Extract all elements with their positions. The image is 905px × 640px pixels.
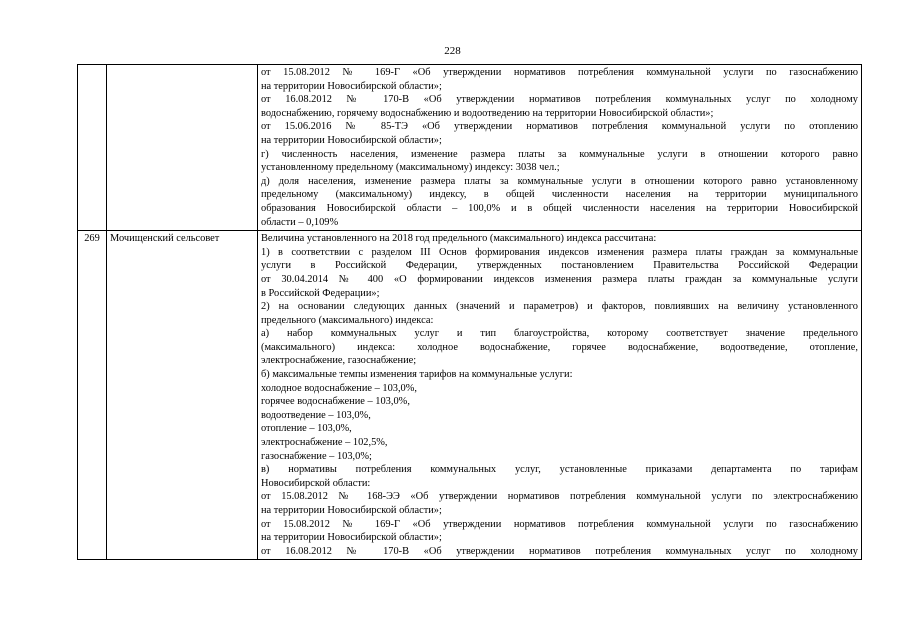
- text-line: на территории Новосибирской области»;: [261, 532, 442, 544]
- table-row: [78, 65, 862, 231]
- text-line: от 15.08.2012 № 169-Г «Об утверждении нормативов потребления коммунальной услуги по газоснабжению: [261, 67, 858, 78]
- text-line: в) нормативы потребления коммунальных услуг, установленные приказами департамента по тарифам: [261, 464, 858, 476]
- text-line: Новосибирской области:: [261, 477, 371, 489]
- row-number: 269: [78, 231, 107, 560]
- text-line: от 16.08.2012 № 170-В «Об утверждении нормативов потребления коммунальных услуг по холодному: [261, 545, 858, 557]
- row-number: [78, 65, 107, 231]
- text-line: 2) на основании следующих данных (значений и параметров) и факторов, повлиявших на величину установленного: [261, 301, 858, 313]
- text-line: области – 0,109%: [261, 216, 339, 228]
- text-line: (максимального) индекса: холодное водоснабжение, горячее водоснабжение, водоотведение, отопление,: [261, 341, 858, 353]
- text-line: в Российской Федерации»;: [261, 287, 380, 299]
- text-line: от 15.06.2016 № 85-ТЭ «Об утверждении нормативов потребления коммунальной услуги по отоплению: [261, 121, 858, 133]
- text-line: горячее водоснабжение – 103,0%,: [261, 396, 410, 408]
- text-line: отопление – 103,0%,: [261, 423, 352, 435]
- text-line: газоснабжение – 103,0%;: [261, 450, 372, 462]
- text-line: от 30.04.2014 № 400 «О формировании индексов изменения размера платы граждан за коммунальные услуги: [261, 273, 858, 285]
- description-cell: [258, 65, 862, 231]
- text-line: на территории Новосибирской области»;: [261, 134, 442, 146]
- document-table: [77, 64, 862, 560]
- page-number: 228: [444, 45, 461, 57]
- text-line: установленному предельному (максимальному) индексу: 3038 чел.;: [261, 162, 560, 174]
- municipality-name: Мочищенский сельсовет: [107, 231, 258, 560]
- description-cell: [258, 231, 862, 560]
- text-line: на территории Новосибирской области»;: [261, 505, 442, 516]
- text-line: электроснабжение – 102,5%,: [261, 437, 388, 449]
- text-line: от 15.08.2012 № 169-Г «Об утверждении нормативов потребления коммунальной услуги по газоснабжению: [261, 518, 858, 530]
- text-line: услуги в Российской Федерации, утвержденных постановлением Правительства Российской Федерации: [261, 260, 858, 272]
- text-line: водоотведение – 103,0%,: [261, 409, 371, 421]
- text-line: г) численность населения, изменение размера платы за коммунальные услуги в отношении которого равно: [261, 148, 858, 160]
- text-line: на территории Новосибирской области»;: [261, 80, 442, 92]
- text-line: б) максимальные темпы изменения тарифов на коммунальные услуги:: [261, 369, 573, 381]
- text-line: водоснабжению, горячему водоснабжению и водоотведению на территории Новосибирской области»;: [261, 107, 714, 119]
- text-line: образования Новосибирской области – 100,0% и в общей численности населения на территории Новосибирской: [261, 202, 858, 214]
- text-line: предельному (максимальному) индексу, в общей численности населения на территории муниципального: [261, 189, 858, 201]
- text-line: электроснабжение, газоснабжение;: [261, 355, 417, 367]
- text-line: 1) в соответствии с разделом III Основ формирования индексов изменения размера платы граждан за коммунальные: [261, 246, 858, 258]
- text-line: Величина установленного на 2018 год предельного (максимального) индекса рассчитана:: [261, 233, 657, 245]
- table-row: [78, 231, 862, 560]
- text-line: холодное водоснабжение – 103,0%,: [261, 382, 418, 394]
- text-line: предельного (максимального) индекса:: [261, 314, 434, 326]
- text-line: д) доля населения, изменение размера платы за коммунальные услуги в отношении которого равно установленному: [261, 175, 858, 187]
- text-line: от 16.08.2012 № 170-В «Об утверждении нормативов потребления коммунальных услуг по холодному: [261, 94, 858, 106]
- text-line: от 15.08.2012 № 168-ЭЭ «Об утверждении нормативов потребления коммунальной услуги по электроснабжению: [261, 491, 858, 503]
- municipality-name: [107, 65, 258, 231]
- text-line: а) набор коммунальных услуг и тип благоустройства, которому соответствует значение предельного: [261, 328, 858, 340]
